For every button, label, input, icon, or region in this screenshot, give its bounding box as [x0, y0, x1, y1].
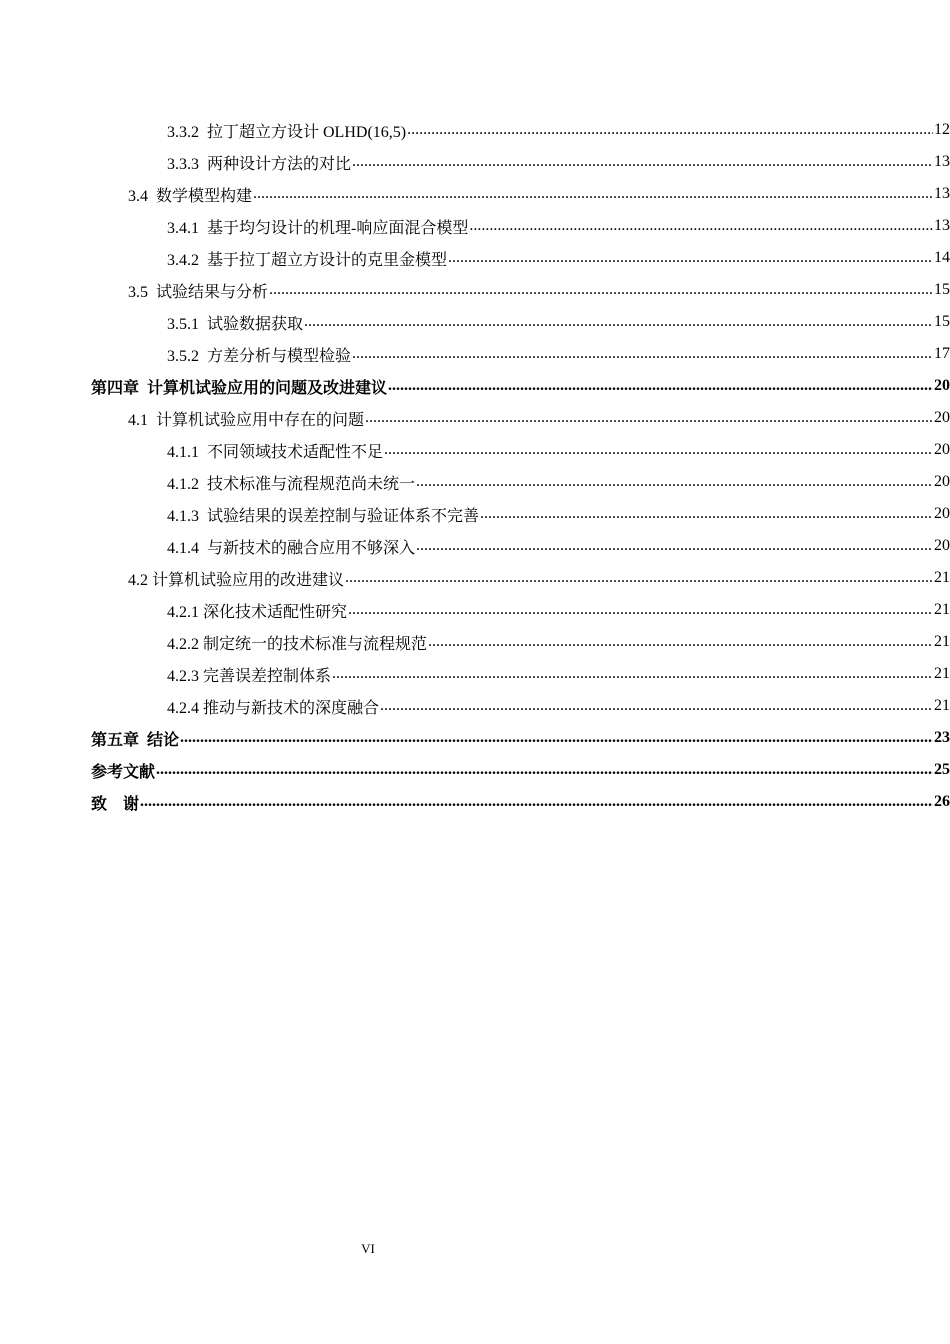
toc-entry-title: 致 谢 [91, 795, 140, 813]
toc-dot-leader [348, 601, 933, 619]
toc-entry-page: 23 [934, 729, 950, 746]
toc-entry[interactable] [0, 114, 950, 146]
toc-dot-leader [428, 633, 933, 651]
toc-entry-page: 20 [934, 377, 950, 394]
toc-dot-leader [469, 217, 933, 235]
toc-entry-page: 17 [934, 345, 950, 362]
toc-entry[interactable] [0, 242, 950, 274]
toc-entry[interactable] [0, 722, 950, 754]
toc-entry-page: 20 [934, 409, 950, 426]
toc-dot-leader [384, 441, 933, 459]
toc-entry-title: 4.1.3 试验结果的误差控制与验证体系不完善 [167, 507, 480, 525]
toc-entry-title: 3.5.1 试验数据获取 [167, 315, 304, 333]
toc-dot-leader [253, 185, 933, 203]
toc-entry-page: 13 [934, 217, 950, 234]
toc-entry-page: 21 [934, 697, 950, 714]
toc-entry-title: 3.5 试验结果与分析 [128, 283, 269, 301]
toc-dot-leader [352, 345, 933, 363]
toc-entry-page: 13 [934, 153, 950, 170]
toc-entry[interactable] [0, 370, 950, 402]
toc-entry-title: 第五章 结论 [91, 731, 180, 749]
toc-entry-title: 3.3.2 拉丁超立方设计 OLHD(16,5) [167, 123, 407, 141]
toc-entry-page: 21 [934, 601, 950, 618]
toc-entry-page: 14 [934, 249, 950, 266]
toc-entry[interactable] [0, 626, 950, 658]
toc-entry-title: 3.4.1 基于均匀设计的机理-响应面混合模型 [167, 219, 469, 237]
toc-entry-title: 4.2.1 深化技术适配性研究 [167, 603, 348, 621]
toc-dot-leader [480, 505, 933, 523]
toc-entry[interactable] [0, 210, 950, 242]
toc-entry-page: 21 [934, 665, 950, 682]
toc-dot-leader [180, 729, 933, 747]
toc-dot-leader [416, 473, 933, 491]
toc-dot-leader [332, 665, 933, 683]
toc-entry-title: 3.4 数学模型构建 [128, 187, 253, 205]
toc-entry[interactable] [0, 146, 950, 178]
toc-entry-title: 4.2.4 推动与新技术的深度融合 [167, 699, 380, 717]
toc-dot-leader [304, 313, 933, 331]
toc-entry-title: 4.1.2 技术标准与流程规范尚未统一 [167, 475, 416, 493]
toc-entry-page: 25 [934, 761, 950, 778]
toc-dot-leader [352, 153, 933, 171]
toc-dot-leader [416, 537, 933, 555]
toc-entry-title: 3.3.3 两种设计方法的对比 [167, 155, 352, 173]
toc-entry[interactable] [0, 434, 950, 466]
toc-entry-page: 20 [934, 441, 950, 458]
toc-dot-leader [448, 249, 933, 267]
toc-entry-page: 15 [934, 313, 950, 330]
toc-entry[interactable] [0, 690, 950, 722]
toc-entry-title: 4.2.3 完善误差控制体系 [167, 667, 332, 685]
toc-dot-leader [380, 697, 933, 715]
toc-entry[interactable] [0, 274, 950, 306]
toc-dot-leader [388, 377, 933, 395]
toc-dot-leader [365, 409, 933, 427]
toc-entry-title: 4.2 计算机试验应用的改进建议 [128, 571, 345, 589]
table-of-contents [0, 114, 950, 818]
toc-entry[interactable] [0, 530, 950, 562]
toc-entry[interactable] [0, 306, 950, 338]
toc-entry[interactable] [0, 562, 950, 594]
toc-entry-page: 20 [934, 505, 950, 522]
toc-entry-page: 21 [934, 569, 950, 586]
toc-entry-page: 20 [934, 537, 950, 554]
toc-entry[interactable] [0, 594, 950, 626]
toc-entry-page: 26 [934, 793, 950, 810]
toc-entry-title: 4.1.4 与新技术的融合应用不够深入 [167, 539, 416, 557]
toc-entry[interactable] [0, 658, 950, 690]
toc-entry[interactable] [0, 338, 950, 370]
toc-dot-leader [345, 569, 933, 587]
toc-dot-leader [407, 121, 933, 139]
toc-entry[interactable] [0, 178, 950, 210]
toc-entry[interactable] [0, 498, 950, 530]
toc-entry-title: 4.1.1 不同领域技术适配性不足 [167, 443, 384, 461]
toc-dot-leader [156, 761, 933, 779]
toc-entry-title: 3.4.2 基于拉丁超立方设计的克里金模型 [167, 251, 448, 269]
toc-entry-title: 4.2.2 制定统一的技术标准与流程规范 [167, 635, 428, 653]
toc-entry-page: 12 [934, 121, 950, 138]
toc-entry-page: 20 [934, 473, 950, 490]
toc-entry[interactable] [0, 402, 950, 434]
page-number-footer: VI [361, 1241, 375, 1256]
toc-entry-title: 4.1 计算机试验应用中存在的问题 [128, 411, 365, 429]
toc-entry-title: 第四章 计算机试验应用的问题及改进建议 [91, 379, 388, 397]
toc-entry-title: 参考文献 [91, 763, 156, 781]
toc-entry-page: 15 [934, 281, 950, 298]
toc-dot-leader [269, 281, 933, 299]
toc-entry[interactable] [0, 754, 950, 786]
toc-entry[interactable] [0, 466, 950, 498]
toc-dot-leader [140, 793, 933, 811]
toc-entry[interactable] [0, 786, 950, 818]
toc-entry-title: 3.5.2 方差分析与模型检验 [167, 347, 352, 365]
toc-entry-page: 21 [934, 633, 950, 650]
toc-entry-page: 13 [934, 185, 950, 202]
